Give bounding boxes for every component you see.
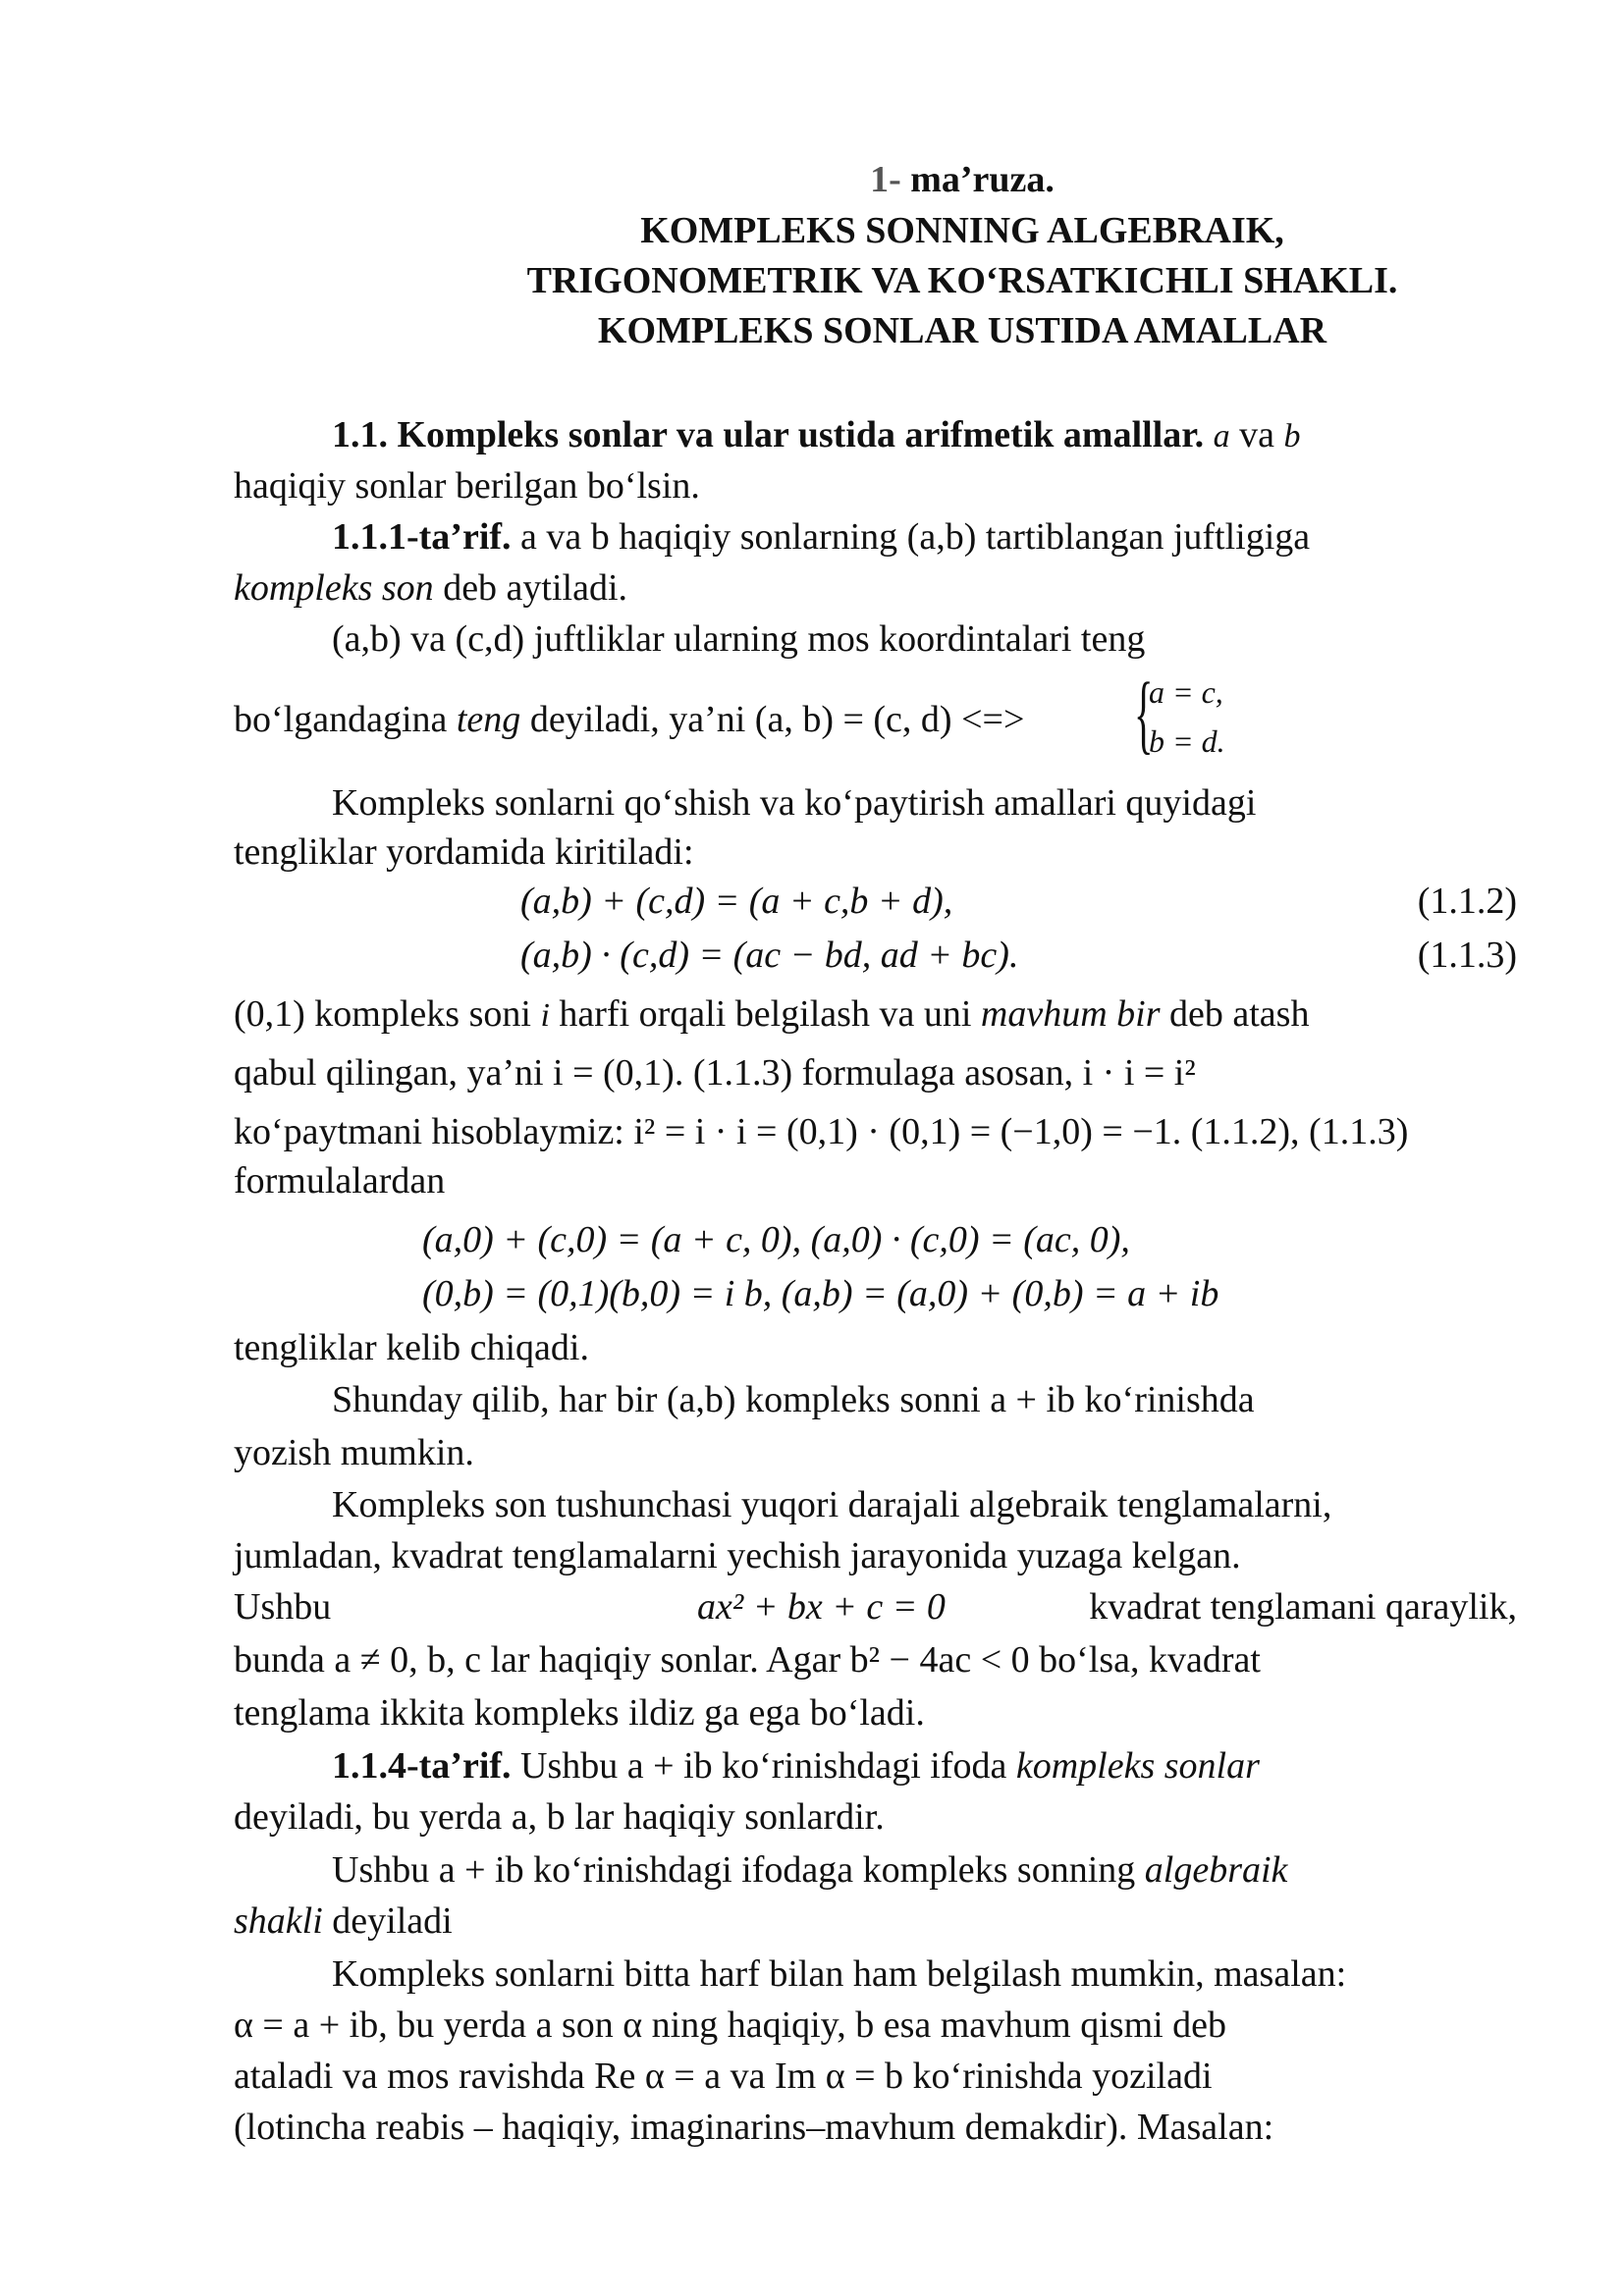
imaginary-line-2: qabul qilingan, ya’ni i = (0,1). (1.1.3) formulaga asosan, i · i = i² — [234, 1052, 1196, 1094]
quad-line-5: tenglama ikkita kompleks ildiz ga ega bo‘ladi. — [234, 1692, 925, 1734]
last-line-2: α = a + ib, bu yerda a son α ning haqiqiy, b esa mavhum qismi deb — [234, 2004, 1227, 2046]
quad-line-2: jumladan, kvadrat tenglamalarni yechish jarayonida yuzaga kelgan. — [234, 1535, 1241, 1576]
system-brace: { — [1134, 666, 1154, 763]
title-line-1: KOMPLEKS SONNING ALGEBRAIK, — [640, 210, 1284, 251]
imaginary-line-3: ko‘paytmani hisoblaymiz: i² = i · i = (0,1) · (0,1) = (−1,0) = −1. (1.1.2), (1.1.3) — [234, 1111, 1409, 1152]
shunday-line-2: yozish mumkin. — [234, 1432, 474, 1473]
last-line-3: ataladi va mos ravishda Re α = a va Im α = b ko‘rinishda yoziladi — [234, 2056, 1213, 2097]
last-line-4: (lotincha reabis – haqiqiy, imaginarins–mavhum demakdir). Masalan: — [234, 2107, 1274, 2148]
shunday-line-1: Shunday qilib, har bir (a,b) kompleks sonni a + ib ko‘rinishda — [332, 1379, 1255, 1420]
quad-line-3: Ushbu — [234, 1586, 332, 1628]
imaginary-line-4: formulalardan — [234, 1160, 446, 1201]
paragraph-line: haqiqiy sonlar berilgan bo‘lsin. — [234, 465, 700, 507]
imaginary-line-1: (0,1) kompleks soni i harfi orqali belgilash va uni mavhum bir deb atash — [234, 993, 1310, 1035]
formula-number: (1.1.3) — [1417, 934, 1517, 976]
algebraic-line-1: Ushbu a + ib ko‘rinishdagi ifodaga kompleks sonning algebraik — [332, 1849, 1288, 1891]
definition-label: 1.1.4-ta’rif. — [332, 1745, 512, 1787]
definition-4-line-2: deyiladi, bu yerda a, b lar haqiqiy sonlardir. — [234, 1796, 885, 1838]
imaginary-line-5: tengliklar kelib chiqadi. — [234, 1327, 589, 1368]
lecture-number — [412, 157, 1512, 202]
operations-line-2: tengliklar yordamida kiritiladi: — [234, 831, 694, 873]
formula-1-1-2: (a,b) + (c,d) = (a + c,b + d), — [520, 881, 953, 922]
formula-4: (0,b) = (0,1)(b,0) = i b, (a,b) = (a,0) + (0,b) = a + ib — [422, 1273, 1219, 1314]
quad-line-1: Kompleks son tushunchasi yuqori darajali algebraik tenglamalarni, — [332, 1484, 1332, 1525]
definition-4-line: 1.1.4-ta’rif. Ushbu a + ib ko‘rinishdagi ifoda kompleks sonlar — [332, 1745, 1260, 1787]
quad-equation: ax² + bx + c = 0 — [697, 1586, 946, 1628]
section-heading-line: 1.1. Kompleks sonlar va ular ustida arifmetik amalllar. a va b — [332, 414, 1301, 455]
quad-line-4: bunda a ≠ 0, b, c lar haqiqiy sonlar. Agar b² − 4ac < 0 bo‘lsa, kvadrat — [234, 1639, 1261, 1681]
algebraic-line-2: shakli deyiladi — [234, 1900, 453, 1942]
last-line-1: Kompleks sonlarni bitta harf bilan ham belgilash mumkin, masalan: — [332, 1953, 1347, 1995]
equality-line-1: (a,b) va (c,d) juftliklar ularning mos koordintalari teng — [332, 618, 1146, 660]
quad-line-3-end: kvadrat tenglamani qaraylik, — [1089, 1586, 1517, 1628]
definition-1-line: 1.1.1-ta’rif. a va b haqiqiy sonlarning (a,b) tartiblangan juftligiga — [332, 516, 1311, 558]
lecture-num: 1- — [870, 159, 901, 200]
lecture-label: ma’ruza. — [900, 159, 1055, 200]
definition-label: 1.1.1-ta’rif. — [332, 516, 512, 558]
formula-1-1-3: (a,b) · (c,d) = (ac − bd, ad + bc). — [520, 934, 1019, 976]
title-line-3: KOMPLEKS SONLAR USTIDA AMALLAR — [597, 310, 1327, 351]
operations-line-1: Kompleks sonlarni qo‘shish va ko‘paytirish amallari quyidagi — [332, 782, 1257, 824]
title-line-2: TRIGONOMETRIK VA KO‘RSATKICHLI SHAKLI. — [526, 260, 1398, 301]
section-title: 1.1. Kompleks sonlar va ular ustida arifmetik amalllar. — [332, 414, 1205, 455]
equality-line-2: bo‘lgandagina teng deyiladi, ya’ni (a, b) = (c, d) <=> — [234, 699, 1025, 740]
formula-number: (1.1.2) — [1417, 881, 1517, 922]
formula-3: (a,0) + (c,0) = (a + c, 0), (a,0) · (c,0) = (ac, 0), — [422, 1219, 1130, 1260]
equation-system: a = c, b = d. — [1149, 674, 1225, 759]
definition-1-line-2: kompleks son deb aytiladi. — [234, 567, 628, 609]
